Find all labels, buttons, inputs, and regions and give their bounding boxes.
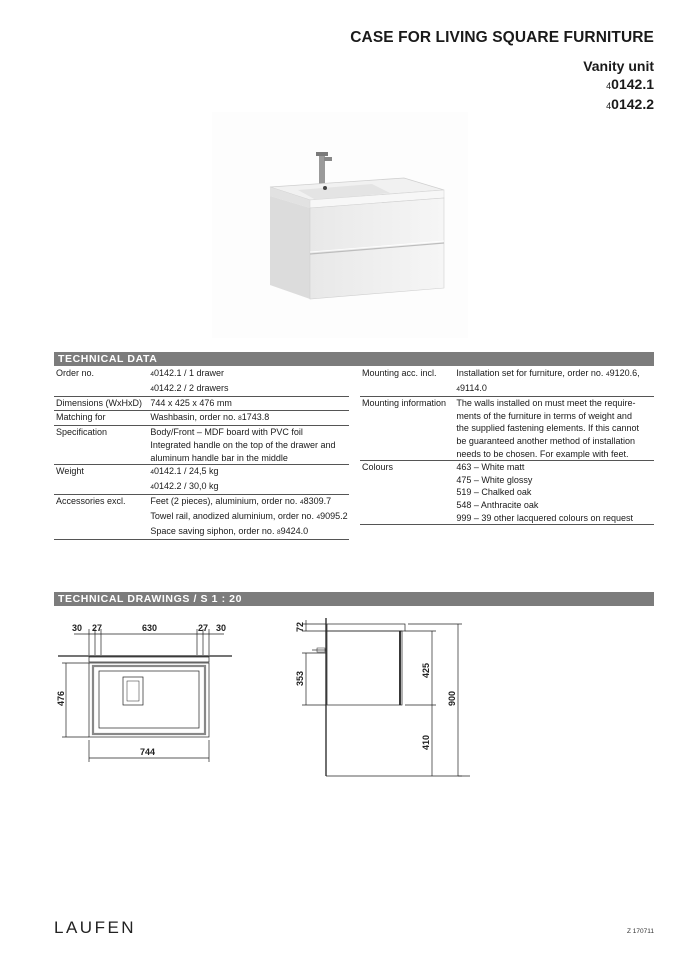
data-row-line: aluminum handle bar in the middle — [150, 452, 288, 463]
data-row-line: 40142.2 / 2 drawers — [150, 382, 229, 393]
page-title: CASE FOR LIVING SQUARE FURNITURE — [350, 29, 654, 46]
data-row-line: 475 – White glossy — [456, 474, 533, 485]
data-row-key: Specification — [56, 427, 108, 438]
data-row-key: Dimensions (WxHxD) — [56, 398, 143, 409]
data-row-line: the supplied fastening elements. If this cannot — [456, 423, 639, 434]
technical-drawings-heading: TECHNICAL DRAWINGS / S 1 : 20 — [54, 592, 654, 606]
data-row-line: 548 – Anthracite oak — [456, 499, 539, 510]
data-row-line: Washbasin, order no. 81743.8 — [150, 411, 270, 422]
document-code: Z 170711 — [627, 928, 654, 935]
data-row-key: Order no. — [56, 368, 95, 378]
data-row-line: needs to be chosen. For example with feet. — [456, 448, 629, 459]
dim-side-height: 425 — [421, 662, 431, 678]
dim-front-630: 630 — [142, 623, 158, 633]
data-row-key: Mounting acc. incl. — [362, 368, 437, 378]
data-row-line: Integrated handle on the top of the drawer and — [150, 439, 336, 450]
data-row-line: 999 – 39 other lacquered colours on request — [456, 512, 633, 523]
data-row-key: Colours — [362, 462, 394, 473]
dim-front-27-left: 27 — [92, 623, 103, 633]
data-row-line: 744 x 425 x 476 mm — [150, 398, 232, 409]
data-row-line: Space saving siphon, order no. 89424.0 — [150, 525, 309, 536]
data-row-line: The walls installed on must meet the require- — [456, 398, 636, 409]
dim-front-depth: 476 — [56, 690, 66, 706]
dim-side-floor: 410 — [421, 734, 431, 750]
data-row-line: 49114.0 — [456, 382, 487, 393]
data-row-line: 40142.1 / 24,5 kg — [150, 466, 219, 477]
data-row-line: ments of the furniture in terms of weight and — [456, 410, 632, 421]
data-row-key: Matching for — [56, 411, 106, 422]
dim-side-drawer: 353 — [295, 670, 305, 686]
product-code-1: 40142.1 — [606, 76, 654, 92]
data-row-line: Installation set for furniture, order no. 49120.6, — [456, 368, 640, 378]
dim-side-total: 900 — [447, 690, 457, 706]
laufen-logo: LAUFEN — [54, 918, 137, 937]
product-subtitle: Vanity unit — [583, 58, 654, 74]
dim-front-30-left: 30 — [72, 623, 83, 633]
data-row-line: Body/Front – MDF board with PVC foil — [150, 427, 303, 438]
data-row-line: Feet (2 pieces), aluminium, order no. 48309.7 — [150, 496, 332, 507]
data-row-line: 463 – White matt — [456, 462, 525, 473]
data-row-line: be guaranteed another method of installation — [456, 435, 635, 446]
data-row-line: 40142.2 / 30,0 kg — [150, 480, 219, 491]
data-row-key: Mounting information — [362, 398, 447, 409]
dim-side-top: 72 — [295, 621, 305, 632]
technical-data-heading: TECHNICAL DATA — [54, 352, 654, 366]
dim-front-width: 744 — [140, 747, 156, 757]
data-row-line: 519 – Chalked oak — [456, 487, 532, 498]
dim-front-27-right: 27 — [198, 623, 209, 633]
data-row-line: Towel rail, anodized aluminium, order no. 49095.2 — [150, 510, 348, 521]
data-row-key: Weight — [56, 466, 84, 477]
product-code-2: 40142.2 — [606, 96, 654, 112]
data-row-line: 40142.1 / 1 drawer — [150, 368, 225, 378]
data-row-key: Accessories excl. — [56, 496, 126, 507]
dim-front-30-right: 30 — [216, 623, 227, 633]
